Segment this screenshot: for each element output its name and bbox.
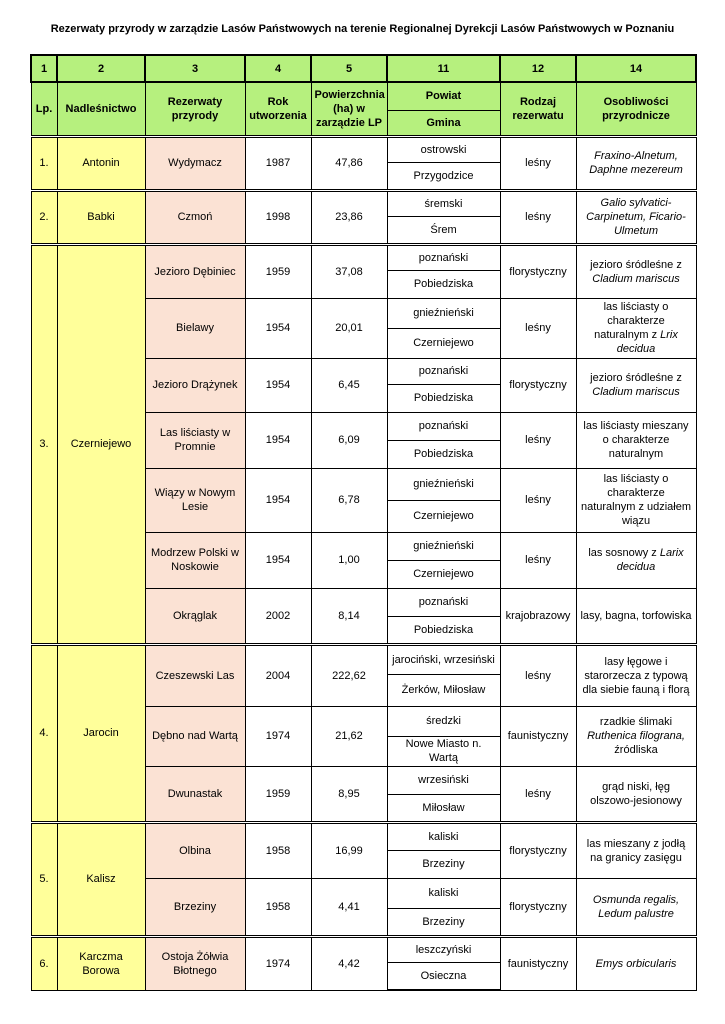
header-year: Rok utworzenia <box>245 82 311 136</box>
features-text: Osmunda regalis, Ledum palustre <box>592 893 680 920</box>
features-text: las liściasty mieszany o charakterze naturalnym <box>583 420 689 460</box>
column-number: 14 <box>576 55 696 82</box>
cell-reserve-name: Okrąglak <box>145 588 245 644</box>
cell-reserve-type: leśny <box>500 190 576 244</box>
cell-municipality: Czerniejewo <box>387 560 500 588</box>
features-text: źródliska <box>614 744 658 756</box>
cell-reserve-name: Dębno nad Wartą <box>145 706 245 766</box>
cell-reserve-type: leśny <box>500 412 576 468</box>
cell-municipality: Przygodzice <box>387 162 500 190</box>
cell-county: gnieźnieński <box>387 532 500 560</box>
cell-features <box>576 358 696 412</box>
cell-municipality: Nowe Miasto n. Wartą <box>387 736 500 766</box>
cell-year: 1958 <box>245 822 311 878</box>
cell-county: kaliski <box>387 878 500 908</box>
header-forest-district: Nadleśnictwo <box>57 82 145 136</box>
cell-year: 1987 <box>245 136 311 190</box>
features-text: rzadkie ślimaki <box>599 716 673 728</box>
cell-county: kaliski <box>387 822 500 850</box>
cell-county: śremski <box>387 190 500 216</box>
cell-area: 16,99 <box>311 822 387 878</box>
cell-year: 1954 <box>245 358 311 412</box>
cell-year: 2004 <box>245 644 311 706</box>
features-text: jezioro śródleśne z <box>590 258 682 271</box>
features-text: las liściasty o charakterze naturalnym z <box>594 301 669 341</box>
features-text: grąd niski, łęg olszowo-jesionowy <box>590 780 682 807</box>
table-row <box>31 822 696 850</box>
cell-municipality: Śrem <box>387 216 500 244</box>
column-number-row <box>31 55 696 82</box>
cell-county: wrzesiński <box>387 766 500 794</box>
column-number: 1 <box>31 55 57 82</box>
cell-area: 23,86 <box>311 190 387 244</box>
cell-lp: 5. <box>31 822 57 936</box>
cell-reserve-name: Brzeziny <box>145 878 245 936</box>
cell-reserve-type: faunistyczny <box>500 706 576 766</box>
cell-municipality: Czerniejewo <box>387 500 500 532</box>
cell-reserve-type: krajobrazowy <box>500 588 576 644</box>
cell-reserve-type: leśny <box>500 766 576 822</box>
features-text: lasy łęgowe i starorzecza z typową dla siebie fauną i florą <box>582 655 690 696</box>
cell-county: jarociński, wrzesiński <box>387 644 500 674</box>
cell-reserve-name: Jezioro Dębiniec <box>145 244 245 298</box>
cell-county: poznański <box>387 244 500 270</box>
cell-area: 222,62 <box>311 644 387 706</box>
cell-lp: 3. <box>31 244 57 644</box>
cell-reserve-type: leśny <box>500 136 576 190</box>
cell-reserve-name: Bielawy <box>145 298 245 358</box>
cell-area: 37,08 <box>311 244 387 298</box>
features-text: lasy, bagna, torfowiska <box>580 609 692 622</box>
cell-county: poznański <box>387 358 500 384</box>
features-text: Lrix decidua <box>616 329 678 355</box>
cell-year: 1954 <box>245 412 311 468</box>
cell-year: 1958 <box>245 878 311 936</box>
cell-area: 4,41 <box>311 878 387 936</box>
cell-reserve-name: Las liściasty w Promnie <box>145 412 245 468</box>
cell-area: 1,00 <box>311 532 387 588</box>
cell-municipality: Pobiedziska <box>387 384 500 412</box>
column-number: 12 <box>500 55 576 82</box>
cell-county: średzki <box>387 706 500 736</box>
header-row <box>31 82 696 110</box>
cell-year: 1974 <box>245 936 311 990</box>
column-number: 3 <box>145 55 245 82</box>
cell-reserve-type: florystyczny <box>500 358 576 412</box>
table-row <box>31 244 696 270</box>
column-number: 4 <box>245 55 311 82</box>
features-text: Cladium mariscus <box>592 386 680 398</box>
cell-year: 1998 <box>245 190 311 244</box>
cell-forest-district: Babki <box>57 190 145 244</box>
cell-area: 8,14 <box>311 588 387 644</box>
cell-features <box>576 766 696 822</box>
cell-features <box>576 190 696 244</box>
cell-forest-district: Antonin <box>57 136 145 190</box>
header-area: Powierzchnia (ha) w zarządzie LP <box>311 82 387 136</box>
features-text: Fraxino-Alnetum, Daphne mezereum <box>589 150 683 176</box>
features-text: Larix decidua <box>616 547 684 573</box>
cell-reserve-name: Olbina <box>145 822 245 878</box>
cell-area: 47,86 <box>311 136 387 190</box>
cell-municipality: Pobiedziska <box>387 270 500 298</box>
header-reserves: Rezerwaty przyrody <box>145 82 245 136</box>
table-row <box>31 644 696 674</box>
cell-reserve-name: Jezioro Drążynek <box>145 358 245 412</box>
cell-reserve-type: leśny <box>500 468 576 532</box>
cell-year: 1959 <box>245 766 311 822</box>
cell-year: 1954 <box>245 532 311 588</box>
cell-municipality: Pobiedziska <box>387 616 500 644</box>
cell-municipality: Osieczna <box>387 962 500 990</box>
cell-features <box>576 822 696 878</box>
cell-features <box>576 532 696 588</box>
cell-area: 6,45 <box>311 358 387 412</box>
cell-reserve-name: Ostoja Żółwia Błotnego <box>145 936 245 990</box>
cell-reserve-type: florystyczny <box>500 878 576 936</box>
table-row <box>31 936 696 962</box>
cell-municipality: Miłosław <box>387 794 500 822</box>
cell-year: 1959 <box>245 244 311 298</box>
column-number: 11 <box>387 55 500 82</box>
cell-county: ostrowski <box>387 136 500 162</box>
cell-reserve-type: florystyczny <box>500 822 576 878</box>
features-text: las liściasty o charakterze naturalnym z udziałem wiązu <box>580 473 692 527</box>
cell-forest-district: Kalisz <box>57 822 145 936</box>
cell-reserve-type: leśny <box>500 644 576 706</box>
cell-area: 21,62 <box>311 706 387 766</box>
cell-county: poznański <box>387 412 500 440</box>
table-row <box>31 136 696 162</box>
table-row <box>31 190 696 216</box>
cell-lp: 2. <box>31 190 57 244</box>
header-county: Powiat <box>387 82 500 110</box>
features-text: Ruthenica filograna, <box>587 730 685 742</box>
cell-features <box>576 706 696 766</box>
cell-year: 2002 <box>245 588 311 644</box>
cell-county: gnieźnieński <box>387 468 500 500</box>
cell-year: 1974 <box>245 706 311 766</box>
header-lp: Lp. <box>31 82 57 136</box>
cell-forest-district: Czerniejewo <box>57 244 145 644</box>
cell-year: 1954 <box>245 468 311 532</box>
cell-municipality: Pobiedziska <box>387 440 500 468</box>
cell-reserve-name: Wydymacz <box>145 136 245 190</box>
cell-features <box>576 878 696 936</box>
cell-features <box>576 468 696 532</box>
features-text: Emys orbicularis <box>595 957 677 970</box>
cell-reserve-name: Wiązy w Nowym Lesie <box>145 468 245 532</box>
cell-municipality: Brzeziny <box>387 908 500 936</box>
cell-features <box>576 936 696 990</box>
cell-lp: 6. <box>31 936 57 990</box>
cell-lp: 4. <box>31 644 57 822</box>
cell-features <box>576 644 696 706</box>
features-text: jezioro śródleśne z <box>590 372 682 384</box>
cell-area: 6,78 <box>311 468 387 532</box>
cell-reserve-name: Modrzew Polski w Noskowie <box>145 532 245 588</box>
cell-features <box>576 588 696 644</box>
features-text: las sosnowy z <box>588 547 660 559</box>
page-title: Rezerwaty przyrody w zarządzie Lasów Państwowych na terenie Regionalnej Dyrekcji Lasów Państwowych w Poznaniu <box>50 23 675 35</box>
cell-reserve-type: leśny <box>500 532 576 588</box>
header-type: Rodzaj rezerwatu <box>500 82 576 136</box>
cell-area: 20,01 <box>311 298 387 358</box>
cell-forest-district: Jarocin <box>57 644 145 822</box>
column-number: 5 <box>311 55 387 82</box>
features-text: las mieszany z jodłą na granicy zasięgu <box>586 837 686 864</box>
cell-features <box>576 412 696 468</box>
cell-lp: 1. <box>31 136 57 190</box>
cell-year: 1954 <box>245 298 311 358</box>
cell-reserve-name: Dwunastak <box>145 766 245 822</box>
cell-area: 8,95 <box>311 766 387 822</box>
cell-municipality: Żerków, Miłosław <box>387 674 500 706</box>
cell-features <box>576 136 696 190</box>
cell-forest-district: Karczma Borowa <box>57 936 145 990</box>
cell-reserve-type: leśny <box>500 298 576 358</box>
cell-county: leszczyński <box>387 936 500 962</box>
features-text: Cladium mariscus <box>592 272 680 285</box>
cell-features <box>576 244 696 298</box>
header-municipality: Gmina <box>387 110 500 136</box>
cell-reserve-type: faunistyczny <box>500 936 576 990</box>
cell-reserve-name: Czeszewski Las <box>145 644 245 706</box>
cell-reserve-type: florystyczny <box>500 244 576 298</box>
cell-reserve-name: Czmoń <box>145 190 245 244</box>
cell-county: gnieźnieński <box>387 298 500 328</box>
cell-area: 4,42 <box>311 936 387 990</box>
reserves-table <box>30 54 697 991</box>
cell-municipality: Czerniejewo <box>387 328 500 358</box>
cell-county: poznański <box>387 588 500 616</box>
cell-features <box>576 298 696 358</box>
header-features: Osobliwości przyrodnicze <box>576 82 696 136</box>
cell-municipality: Brzeziny <box>387 850 500 878</box>
features-text: Galio sylvatici-Carpinetum, Ficario-Ulmetum <box>586 197 686 237</box>
cell-area: 6,09 <box>311 412 387 468</box>
column-number: 2 <box>57 55 145 82</box>
